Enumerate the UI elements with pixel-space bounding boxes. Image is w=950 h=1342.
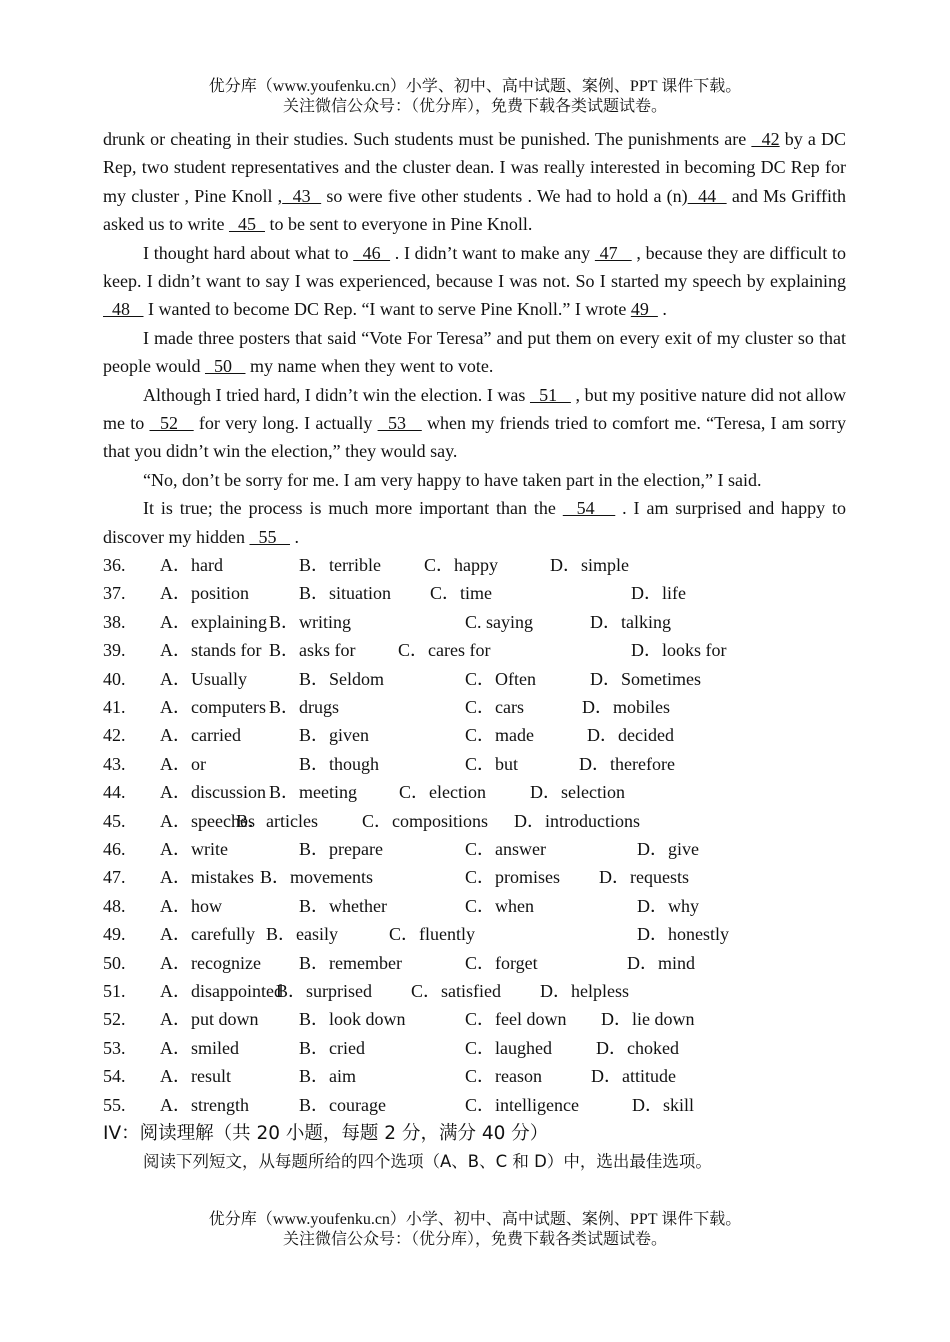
answer-blank: 44 [687, 185, 727, 206]
question-number: 39. [103, 640, 126, 661]
question-number: 54. [103, 1066, 126, 1087]
option-d: D．simple [550, 555, 629, 576]
option-d: D．lie down [601, 1009, 695, 1030]
option-d: D．life [631, 583, 686, 604]
question-number: 51. [103, 980, 126, 1001]
question-row [103, 636, 846, 664]
option-b: B．writing [269, 611, 352, 632]
question-row [103, 608, 846, 636]
option-c: C．intelligence [465, 1094, 579, 1115]
question-row [103, 750, 846, 778]
answer-blank: 45 [228, 214, 265, 235]
passage-text: It is true; the process is much more important than the [143, 498, 563, 519]
answer-blank: 51 [529, 384, 571, 405]
option-a: A．put down [160, 1009, 259, 1030]
option-c: C．made [465, 725, 534, 746]
option-a: A．disappointed [160, 980, 283, 1001]
option-a: A．carried [160, 725, 241, 746]
passage-text: by a DC Rep, two student representatives and the cluster dean. I was really interested in becoming DC Rep for my cluster , Pine Knoll , [103, 129, 847, 206]
option-d: D．introductions [514, 810, 640, 831]
option-d: D．selection [530, 782, 625, 803]
option-b: B．meeting [269, 782, 357, 803]
option-c: C．promises [465, 867, 561, 888]
option-a: A．explaining [160, 611, 267, 632]
passage-text: Although I tried hard, I didn’t win the election. I was [143, 384, 530, 405]
question-row [103, 778, 846, 806]
option-d: D．why [637, 895, 699, 916]
section-title: IV：阅读理解（共 20 小题，每题 2 分，满分 40 分） [103, 1122, 549, 1144]
passage-text: so were five other students . We had to hold a (n) [321, 185, 688, 206]
option-d: D．looks for [631, 640, 727, 661]
option-d: D．mobiles [582, 697, 670, 718]
question-row [103, 551, 846, 579]
option-a: A．strength [160, 1094, 249, 1115]
option-d: D．attitude [591, 1066, 676, 1087]
option-a: A．write [160, 839, 228, 859]
answer-blank: 47 [594, 242, 632, 263]
option-a: A．hard [160, 555, 223, 576]
header-line-2: 关注微信公众号：（优分库），免费下载各类试题试卷。 [282, 98, 667, 115]
question-number: 40. [103, 668, 126, 689]
question-number: 38. [103, 611, 126, 632]
question-number: 43. [103, 753, 126, 774]
passage-text: drunk or cheating in their studies. Such students must be punished. The punishments are [103, 129, 752, 149]
option-b: B．easily [266, 924, 338, 945]
passage-text: to be sent to everyone in Pine Knoll. [264, 214, 533, 235]
footer-line-1: 优分库（www.youfenku.cn）小学、初中、高中试题、案例、PPT 课件下载。 [208, 1211, 742, 1228]
section-instruction: 阅读下列短文，从每题所给的四个选项（A、B、C 和 D）中，选出最佳选项。 [143, 1151, 712, 1171]
question-number: 36. [103, 555, 126, 576]
question-number: 49. [103, 924, 126, 945]
option-c: C．answer [465, 839, 546, 859]
option-b: B．cried [299, 1037, 365, 1058]
option-c: C．Often [465, 668, 536, 689]
question-row [103, 977, 846, 1005]
page-content [103, 125, 846, 1176]
page-footer [0, 1210, 950, 1250]
question-row [103, 892, 846, 920]
question-number: 53. [103, 1037, 126, 1058]
option-b: B．movements [260, 867, 373, 888]
question-number: 44. [103, 782, 126, 803]
passage-text: I made three posters that said “Vote For Teresa” and put them on every exit of my cluster so that people would [103, 327, 846, 377]
option-a: A．stands for [160, 640, 262, 661]
question-row [103, 1062, 846, 1090]
option-c: C．fluently [389, 924, 475, 945]
passage-paragraph [103, 494, 846, 551]
question-row [103, 693, 846, 721]
question-number: 48. [103, 895, 126, 916]
option-a: A．mistakes [160, 867, 254, 888]
passage-paragraph [103, 239, 846, 324]
option-b: B．given [299, 725, 369, 746]
option-d: D．Sometimes [590, 668, 701, 689]
passage-paragraph [103, 466, 846, 494]
question-number: 52. [103, 1009, 126, 1030]
answer-blank: 52 [149, 413, 194, 434]
option-c: C．forget [465, 952, 538, 973]
option-b: B．situation [299, 583, 392, 604]
option-a: A．discussion [160, 782, 267, 803]
passage-text: . I didn’t want to make any [390, 242, 595, 263]
option-b: B．drugs [269, 697, 340, 718]
question-row [103, 1005, 846, 1033]
question-row [103, 579, 846, 607]
option-c: C．laughed [465, 1037, 552, 1058]
passage-text: . [657, 299, 667, 320]
question-row [103, 665, 846, 693]
page-header [0, 77, 950, 117]
answer-blank: 55 [249, 526, 290, 547]
passage-paragraph [103, 125, 846, 239]
option-c: C．but [465, 753, 519, 774]
option-b: B．surprised [276, 980, 372, 1001]
option-d: D．talking [590, 611, 671, 632]
footer-line-2: 关注微信公众号：（优分库），免费下载各类试题试卷。 [282, 1231, 667, 1248]
option-a: A．or [160, 753, 206, 774]
option-a: A．speeches [160, 810, 255, 831]
option-b: B．prepare [299, 839, 383, 859]
option-d: D．helpless [540, 980, 629, 1001]
passage-text: . I am surprised and happy to discover my hidden [103, 498, 846, 547]
question-number: 47. [103, 867, 126, 888]
question-row [103, 920, 846, 948]
option-a: A．computers [160, 697, 266, 718]
question-row [103, 807, 846, 835]
option-d: D．give [637, 839, 699, 859]
option-c: C．cars [465, 697, 524, 718]
option-d: D．choked [596, 1037, 679, 1058]
question-number: 50. [103, 952, 126, 973]
option-b: B．though [299, 753, 380, 774]
question-number: 37. [103, 583, 126, 604]
question-row [103, 835, 846, 863]
option-b: B．whether [299, 895, 387, 916]
option-c: C．time [430, 583, 492, 604]
option-c: C．feel down [465, 1009, 567, 1030]
answer-blank: 46 [353, 242, 391, 263]
question-list [103, 551, 846, 1119]
option-a: A．carefully [160, 924, 255, 945]
header-line-1: 优分库（www.youfenku.cn）小学、初中、高中试题、案例、PPT 课件下载。 [208, 78, 742, 95]
option-d: D．requests [599, 867, 689, 888]
option-b: B．aim [299, 1066, 356, 1087]
passage-text: , but my positive nature did not allow me to [103, 384, 847, 434]
question-row [103, 863, 846, 891]
answer-blank: 53 [377, 413, 422, 434]
option-c: C．compositions [362, 810, 489, 831]
passage-text: I wanted to become DC Rep. “I want to serve Pine Knoll.” I wrote [143, 299, 631, 320]
question-number: 45. [103, 810, 126, 831]
option-c: C．satisfied [411, 980, 501, 1001]
question-row [103, 949, 846, 977]
passage-text: and Ms Griffith asked us to write [103, 185, 847, 235]
cloze-passage [103, 125, 846, 551]
answer-blank: 43 [282, 185, 322, 206]
option-b: B．articles [236, 810, 318, 831]
option-c: C．cares for [398, 640, 491, 661]
option-d: D．therefore [579, 753, 675, 774]
option-d: D．honestly [637, 924, 729, 945]
passage-text: “No, don’t be sorry for me. I am very happy to have taken part in the election,” I said. [143, 469, 762, 490]
option-b: B．terrible [299, 555, 381, 576]
answer-blank: 50 [204, 356, 246, 377]
question-number: 46. [103, 839, 126, 859]
option-a: A．smiled [160, 1037, 239, 1058]
option-a: A．result [160, 1066, 231, 1087]
answer-blank: 42 [751, 129, 780, 149]
question-number: 55. [103, 1094, 126, 1115]
option-a: A．position [160, 583, 250, 604]
option-d: D．skill [632, 1094, 695, 1115]
question-row [103, 1091, 846, 1119]
option-a: A．Usually [160, 668, 247, 689]
passage-text: for very long. I actually [193, 413, 378, 434]
option-b: B．look down [299, 1009, 406, 1030]
question-row [103, 1034, 846, 1062]
answer-blank: 49 [630, 299, 658, 320]
option-b: B．courage [299, 1094, 386, 1115]
passage-text: my name when they went to vote. [245, 356, 494, 377]
question-number: 42. [103, 725, 126, 746]
passage-text: when my friends tried to comfort me. “Teresa, I am sorry that you didn’t win the election,” they would say. [103, 413, 847, 462]
option-d: D．decided [587, 725, 674, 746]
option-d: D．mind [627, 952, 696, 973]
passage-text: , because they are difficult to keep. I didn’t want to say I was experienced, because I was not. So I started my speech by explaining [103, 242, 847, 292]
option-c: C．happy [424, 555, 498, 576]
option-c: C. saying [465, 611, 534, 632]
option-c: C．election [399, 782, 486, 803]
passage-text: I thought hard about what to [143, 242, 354, 263]
passage-paragraph [103, 381, 846, 466]
option-b: B．asks for [269, 640, 356, 661]
option-a: A．recognize [160, 952, 261, 973]
passage-paragraph [103, 324, 846, 381]
question-number: 41. [103, 697, 126, 718]
answer-blank: 54 [562, 498, 616, 519]
option-c: C．when [465, 895, 534, 916]
question-row [103, 721, 846, 749]
option-c: C．reason [465, 1066, 542, 1087]
option-b: B．remember [299, 952, 402, 973]
option-b: B．Seldom [299, 668, 385, 689]
passage-text: . [289, 526, 299, 547]
option-a: A．how [160, 895, 222, 916]
answer-blank: 48 [103, 299, 144, 320]
